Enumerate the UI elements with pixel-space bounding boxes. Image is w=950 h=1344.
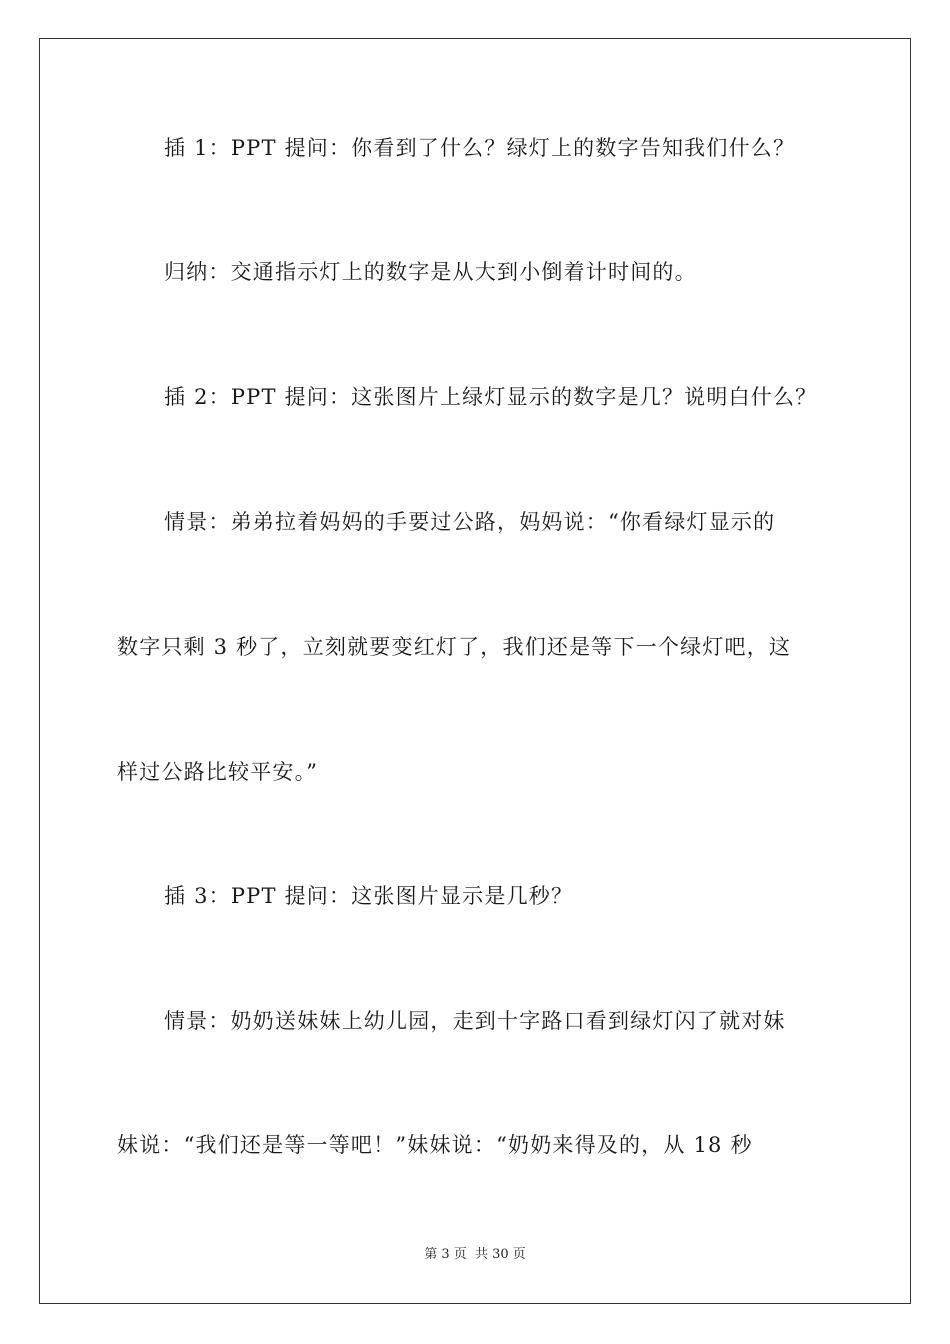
paragraph-line-insert-3: 插 3：PPT 提问：这张图片显示是几秒？: [164, 884, 574, 908]
paragraph-line-insert-2: 插 2：PPT 提问：这张图片上绿灯显示的数字是几？说明白什么？: [164, 385, 818, 409]
paragraph-line-scenario-1-cont: 数字只剩 3 秒了，立刻就要变红灯了，我们还是等下一个绿灯吧，这: [117, 635, 792, 659]
total-pages: 共 30 页: [474, 1247, 526, 1262]
paragraph-line-scenario-1-start: 情景：弟弟拉着妈妈的手要过公路，妈妈说：“你看绿灯显示的: [164, 510, 776, 534]
paragraph-line-scenario-2-start: 情景：奶奶送妹妹上幼儿园，走到十字路口看到绿灯闪了就对妹: [164, 1009, 786, 1033]
page-number: 第 3 页: [424, 1247, 467, 1262]
paragraph-line-insert-1: 插 1：PPT 提问：你看到了什么？绿灯上的数字告知我们什么？: [164, 136, 796, 160]
paragraph-line-summary: 归纳：交通指示灯上的数字是从大到小倒着计时间的。: [164, 260, 697, 284]
paragraph-line-scenario-1-end: 样过公路比较平安。”: [117, 760, 319, 784]
page-border: [39, 38, 911, 1304]
paragraph-line-scenario-2-cont: 妹说：“我们还是等一等吧！”妹妹说：“奶奶来得及的，从 18 秒: [117, 1133, 753, 1157]
page-footer: [0, 1247, 950, 1263]
